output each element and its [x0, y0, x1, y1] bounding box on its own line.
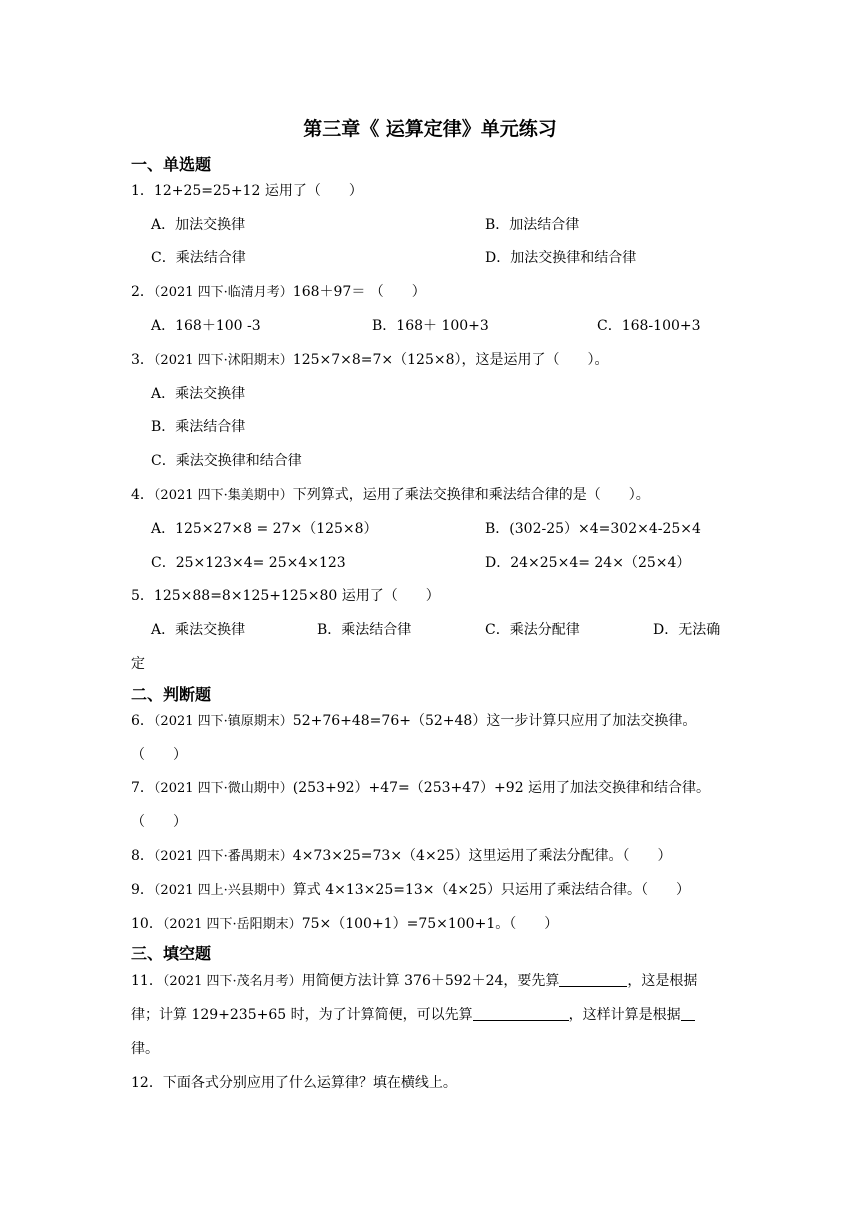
answer-blank[interactable] [681, 1005, 695, 1021]
question-source: （2021 四下·番禺期末） [153, 849, 293, 864]
question-number: 1． [131, 183, 154, 199]
question-6 [131, 710, 696, 730]
question-1 [131, 180, 363, 200]
q6-answer-paren[interactable]: （ ） [131, 747, 187, 763]
q5-option-d-continued: 定 [131, 656, 145, 672]
q2-option-b[interactable]: B．168＋ 100+3 [372, 318, 489, 334]
question-number: 5． [131, 588, 154, 604]
question-source: （2021 四下·茂名月考） [162, 974, 302, 989]
question-number: 12． [131, 1075, 163, 1091]
section-heading-single-choice: 一、单选题 [131, 155, 212, 174]
question-7 [131, 777, 710, 797]
question-5 [131, 585, 440, 605]
q1-option-c[interactable]: C．乘法结合律 [151, 250, 246, 266]
question-text: (253+92）+47=（253+47）+92 运用了加法交换律和结合律。 [292, 780, 711, 796]
answer-blank[interactable] [559, 971, 627, 987]
question-10 [131, 913, 558, 933]
question-source: （2021 四下·沭阳期末） [153, 353, 293, 368]
q5-option-d[interactable]: D．无法确 [653, 622, 721, 638]
question-number: 10． [131, 916, 163, 932]
question-source: （2021 四下·岳阳期末） [162, 917, 302, 932]
question-text: 下面各式分别应用了什么运算律？填在横线上。 [162, 1075, 457, 1091]
question-text: ，这样计算是根据 [568, 1007, 681, 1023]
question-source: （2021 四上·兴县期中） [153, 883, 293, 898]
question-source: （2021 四下·镇原期末） [153, 714, 293, 729]
question-number: 9． [131, 882, 154, 898]
question-text: ，这是根据 [627, 973, 698, 989]
question-text: 125×88=8×125+125×80 运用了（ ） [153, 588, 440, 604]
question-number: 2． [131, 284, 154, 300]
question-number: 8． [131, 848, 154, 864]
question-number: 4． [131, 487, 154, 503]
question-text: 12+25=25+12 运用了（ ） [153, 183, 363, 199]
q1-option-b[interactable]: B．加法结合律 [485, 217, 580, 233]
question-8 [131, 845, 672, 865]
question-source: （2021 四下·临清月考） [153, 285, 293, 300]
question-number: 6． [131, 713, 154, 729]
question-number: 3． [131, 352, 154, 368]
q3-option-b[interactable]: B．乘法结合律 [151, 419, 246, 435]
q1-option-d[interactable]: D．加法交换律和结合律 [485, 250, 637, 266]
question-text: 168＋97＝ （ ） [292, 284, 426, 300]
q5-option-b[interactable]: B．乘法结合律 [317, 622, 412, 638]
question-text: 算式 4×13×25=13×（4×25）只运用了乘法结合律。（ ） [292, 882, 690, 898]
question-text: 52+76+48=76+（52+48）这一步计算只应用了加法交换律。 [292, 713, 697, 729]
question-text: 下列算式，运用了乘法交换律和乘法结合律的是（ ）。 [292, 487, 650, 503]
q3-option-c[interactable]: C．乘法交换律和结合律 [151, 453, 302, 469]
question-11-line-2 [131, 1004, 695, 1024]
question-4 [131, 484, 650, 504]
question-text: 4×73×25=73×（4×25）这里运用了乘法分配律。（ ） [292, 848, 672, 864]
q5-option-a[interactable]: A．乘法交换律 [151, 622, 246, 638]
question-number: 7． [131, 780, 154, 796]
section-heading-fill-blank: 三、填空题 [131, 944, 212, 963]
question-text: 律；计算 129+235+65 时，为了计算简便，可以先算 [131, 1007, 473, 1023]
answer-blank[interactable] [473, 1005, 569, 1021]
q7-answer-paren[interactable]: （ ） [131, 814, 187, 830]
question-source: （2021 四下·集美期中） [153, 488, 293, 503]
question-number: 11． [131, 973, 163, 989]
q4-option-a[interactable]: A．125×27×8 = 27×（125×8） [151, 521, 378, 537]
q3-option-a[interactable]: A．乘法交换律 [151, 386, 246, 402]
page-title: 第三章《 运算定律》单元练习 [303, 118, 557, 140]
question-text: 125×7×8=7×（125×8），这是运用了（ ）。 [292, 352, 609, 368]
question-2 [131, 281, 426, 301]
q4-option-b[interactable]: B．(302-25）×4=302×4-25×4 [485, 521, 701, 537]
question-11 [131, 970, 697, 990]
q5-option-c[interactable]: C．乘法分配律 [485, 622, 580, 638]
question-3 [131, 349, 609, 369]
question-12 [131, 1072, 457, 1092]
q4-option-d[interactable]: D．24×25×4= 24×（25×4） [485, 555, 691, 571]
question-text: 75×（100+1）=75×100+1。（ ） [301, 916, 559, 932]
q1-option-a[interactable]: A．加法交换律 [151, 217, 246, 233]
question-source: （2021 四下·微山期中） [153, 781, 293, 796]
q2-option-a[interactable]: A．168＋100 -3 [151, 318, 261, 334]
question-text: 用简便方法计算 376＋592＋24，要先算 [301, 973, 560, 989]
section-heading-true-false: 二、判断题 [131, 685, 212, 704]
q4-option-c[interactable]: C．25×123×4= 25×4×123 [151, 555, 346, 571]
question-11-line-3: 律。 [131, 1041, 159, 1057]
question-9 [131, 879, 690, 899]
q2-option-c[interactable]: C．168-100+3 [597, 318, 701, 334]
